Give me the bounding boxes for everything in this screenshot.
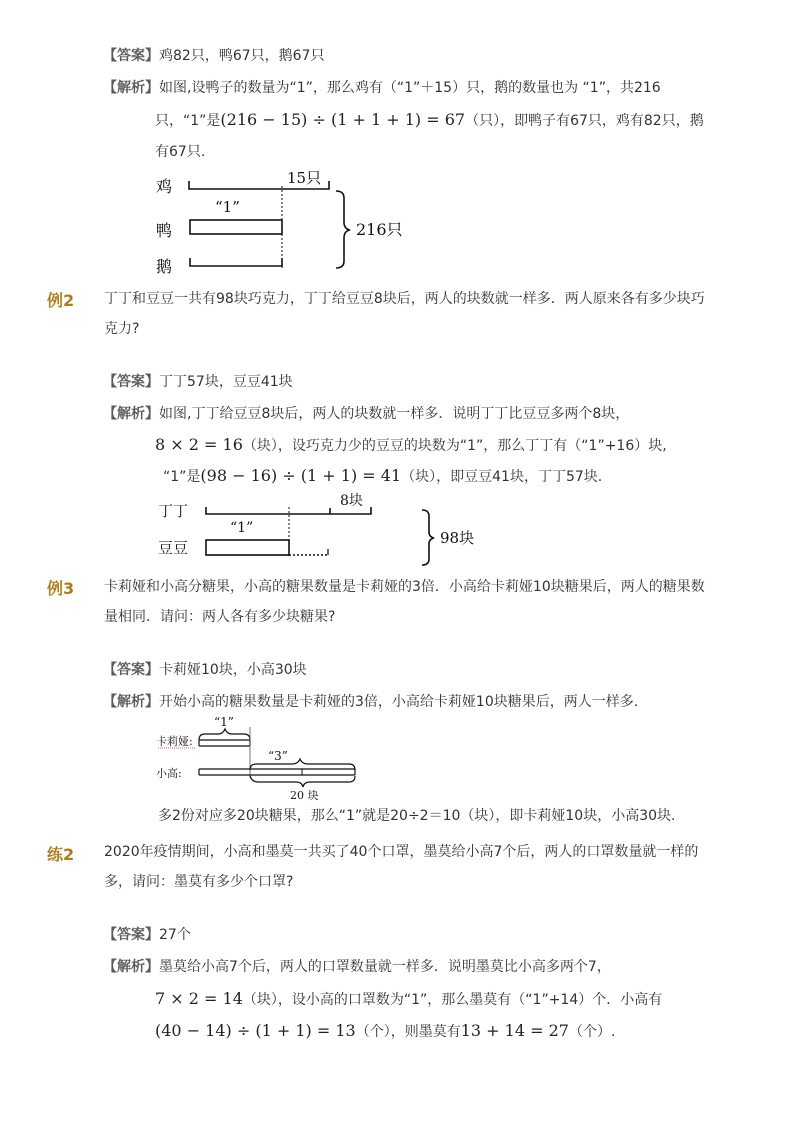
- math-expression: 13 + 14 = 27: [460, 1021, 569, 1040]
- label-kaliya: 卡莉娅:: [156, 735, 193, 748]
- answer-text: 卡莉娅10块，小高30块: [159, 662, 307, 678]
- label-ex2: 例2: [47, 291, 75, 310]
- analysis-line-2: 多2份对应多20块糖果，那么“1”就是20÷2＝10（块），即卡莉娅10块，小高30块.: [158, 808, 676, 824]
- analysis-line-3: [155, 1021, 615, 1042]
- analysis-text: （个）.: [568, 1024, 616, 1040]
- label-unit-three: “3”: [268, 749, 288, 763]
- analysis-text: （个），则墨莫有: [355, 1024, 461, 1040]
- question-pr2-line2: 多，请问：墨莫有多少个口罩?: [104, 874, 294, 890]
- analysis-row-4: [103, 957, 611, 977]
- label-duck: 鸭: [156, 221, 173, 240]
- answer-text: 丁丁57块，豆豆41块: [159, 374, 293, 390]
- label-doudou: 豆豆: [158, 539, 189, 557]
- brace-one: [199, 729, 250, 740]
- analysis-text: “1”是: [163, 469, 201, 485]
- analysis-line: 如图,丁丁给豆豆8块后，两人的块数就一样多．说明丁丁比豆豆多两个8块，: [159, 406, 630, 422]
- xiaogao-bar: [199, 769, 355, 775]
- label-unit-one: “1”: [230, 520, 254, 536]
- label-goose: 鹅: [156, 257, 173, 276]
- analysis-line-3: 有67只.: [155, 144, 206, 160]
- brace-three: [250, 759, 355, 770]
- label-ex3: 例3: [47, 579, 75, 598]
- analysis-text: （块），设巧克力少的豆豆的块数为“1”，那么丁丁有（“1”+16）块,: [242, 438, 667, 454]
- question-ex3-line1: 卡莉娅和小高分糖果，小高的糖果数量是卡莉娅的3倍．小高给卡莉娅10块糖果后，两人的糖果数: [104, 579, 705, 595]
- brace-bottom: [250, 776, 355, 787]
- analysis-tag: 【解析】: [103, 80, 159, 96]
- answer-row-4: [103, 925, 191, 945]
- label-20: 20 块: [290, 789, 319, 802]
- label-pr2: 练2: [47, 845, 75, 864]
- analysis-line: 墨莫给小高7个后，两人的口罩数量就一样多．说明墨莫比小高多两个7，: [159, 959, 611, 975]
- label-unit-one: “1”: [214, 715, 234, 729]
- analysis-line-2: [155, 989, 662, 1010]
- question-pr2-line1: 2020年疫情期间，小高和墨莫一共买了40个口罩，墨莫给小高7个后，两人的口罩数量就一样的: [104, 844, 699, 860]
- analysis-text: （只），即鸭子有67只，鸡有82只，鹅: [465, 113, 704, 129]
- math-expression: 8 × 2 = 16: [155, 435, 243, 454]
- math-expression: (98 − 16) ÷ (1 + 1) = 41: [200, 466, 402, 485]
- label-xiaogao: 小高:: [156, 767, 182, 780]
- label-15: 15只: [287, 169, 322, 187]
- answer-tag: 【答案】: [103, 662, 159, 678]
- answer-text: 鸡82只，鸭67只，鹅67只: [159, 48, 325, 64]
- kaliya-bar: [199, 740, 250, 746]
- answer-tag: 【答案】: [103, 927, 159, 943]
- analysis-text: 只，“1”是: [155, 113, 221, 129]
- question-ex3-line2: 量相同．请问：两人各有多少块糖果?: [104, 609, 336, 625]
- analysis-text: （块），即豆豆41块，丁丁57块.: [401, 469, 603, 485]
- question-ex2-line2: 克力?: [104, 321, 140, 337]
- label-total: 216只: [356, 220, 403, 239]
- analysis-line: 开始小高的糖果数量是卡莉娅的3倍，小高给卡莉娅10块糖果后，两人一样多.: [159, 694, 639, 710]
- label-dingding: 丁丁: [158, 502, 189, 520]
- analysis-tag: 【解析】: [103, 406, 159, 422]
- answer-tag: 【答案】: [103, 374, 159, 390]
- math-expression: (216 − 15) ÷ (1 + 1 + 1) = 67: [220, 110, 466, 129]
- question-ex2-line1: 丁丁和豆豆一共有98块巧克力，丁丁给豆豆8块后，两人的块数就一样多．两人原来各有多少块巧: [104, 291, 705, 307]
- answer-tag: 【答案】: [103, 48, 159, 64]
- analysis-line: 如图,设鸭子的数量为“1”，那么鸡有（“1”＋15）只，鹅的数量也为 “1”，共216: [159, 80, 661, 96]
- analysis-text: （块），设小高的口罩数为“1”，那么墨莫有（“1”+14）个．小高有: [242, 992, 663, 1008]
- answer-text: 27个: [159, 927, 191, 943]
- label-8: 8块: [340, 493, 363, 509]
- math-expression: (40 − 14) ÷ (1 + 1) = 13: [155, 1021, 356, 1040]
- math-expression: 7 × 2 = 14: [155, 989, 243, 1008]
- analysis-tag: 【解析】: [103, 959, 159, 975]
- label-chicken: 鸡: [156, 177, 173, 196]
- analysis-tag: 【解析】: [103, 694, 159, 710]
- label-unit-one: “1”: [215, 198, 240, 216]
- label-total: 98块: [440, 529, 475, 547]
